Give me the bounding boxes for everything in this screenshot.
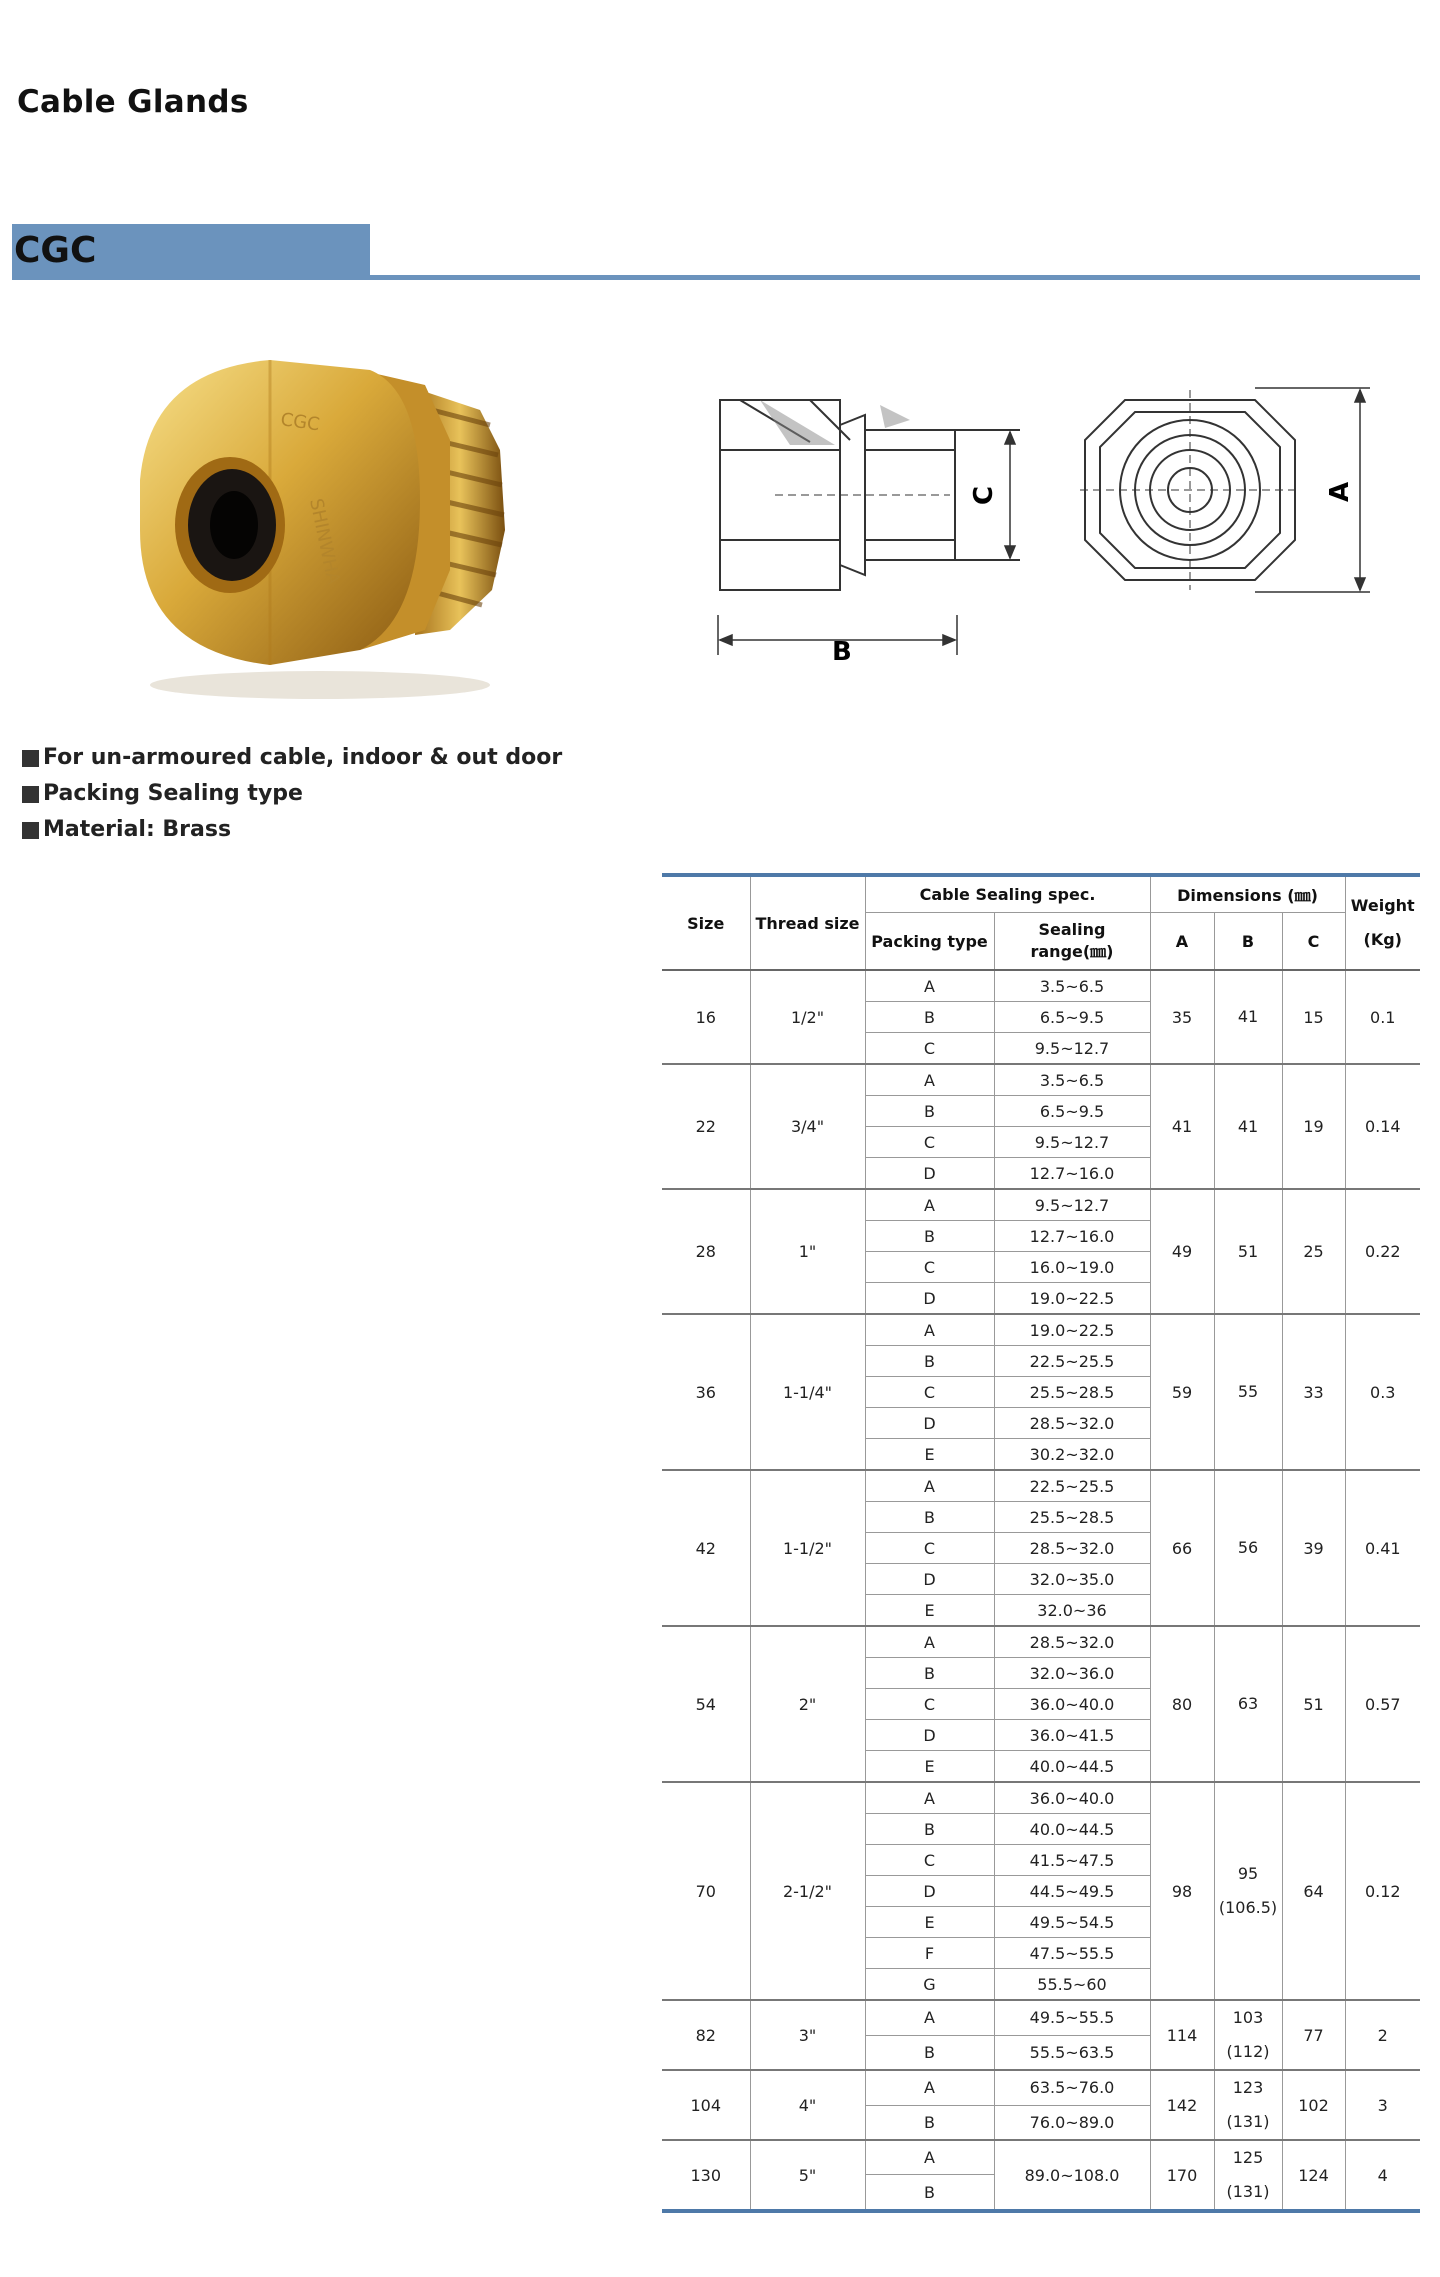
size-cell: 82 — [662, 2000, 750, 2070]
weight-cell: 3 — [1345, 2070, 1420, 2140]
page-title: Cable Glands — [17, 84, 249, 120]
sealing-range-cell: 76.0~89.0 — [994, 2105, 1150, 2140]
sealing-range-cell: 36.0~40.0 — [994, 1782, 1150, 1814]
header-weight-label: Weight — [1350, 896, 1415, 915]
dim-a-cell: 41 — [1150, 1064, 1214, 1189]
sealing-range-cell: 40.0~44.5 — [994, 1751, 1150, 1783]
feature-text: For un-armoured cable, indoor & out door — [43, 745, 563, 770]
header-sealing-range: Sealing range(㎜) — [994, 913, 1150, 971]
table-row — [662, 1314, 1420, 1346]
weight-cell: 2 — [1345, 2000, 1420, 2070]
packing-type-cell: B — [865, 2105, 994, 2140]
dim-b-cell — [1214, 2070, 1282, 2140]
feature-text: Material: Brass — [43, 817, 232, 842]
sealing-range-cell: 9.5~12.7 — [994, 1033, 1150, 1065]
weight-cell: 0.57 — [1345, 1626, 1420, 1782]
packing-type-cell: E — [865, 1751, 994, 1783]
sealing-range-cell: 3.5~6.5 — [994, 970, 1150, 1002]
table-row — [662, 1064, 1420, 1096]
sealing-range-cell: 6.5~9.5 — [994, 1096, 1150, 1127]
dim-b-value: 41 — [1237, 1007, 1259, 1026]
dim-b-value: 103 — [1232, 2008, 1264, 2027]
sealing-range-cell: 16.0~19.0 — [994, 1252, 1150, 1283]
table-row — [662, 2140, 1420, 2175]
dim-a-cell: 114 — [1150, 2000, 1214, 2070]
packing-type-cell: C — [865, 1845, 994, 1876]
thread-size-cell: 1-1/4" — [750, 1314, 865, 1470]
size-cell: 130 — [662, 2140, 750, 2211]
feature-list — [22, 740, 562, 848]
dim-b-value: 51 — [1237, 1241, 1259, 1261]
spec-table-body — [662, 970, 1420, 2211]
weight-cell: 0.22 — [1345, 1189, 1420, 1314]
dim-a-cell: 49 — [1150, 1189, 1214, 1314]
dim-b-cell — [1214, 1189, 1282, 1314]
dim-a-cell: 170 — [1150, 2140, 1214, 2211]
packing-type-cell: D — [865, 1720, 994, 1751]
sealing-range-cell: 12.7~16.0 — [994, 1221, 1150, 1252]
square-bullet-icon — [22, 822, 39, 839]
thread-size-cell: 1/2" — [750, 970, 865, 1064]
dim-b-cell — [1214, 2000, 1282, 2070]
thread-size-cell: 4" — [750, 2070, 865, 2140]
packing-type-cell: A — [865, 1189, 994, 1221]
header-size: Size — [662, 875, 750, 970]
weight-cell: 4 — [1345, 2140, 1420, 2211]
sealing-range-cell: 32.0~36 — [994, 1595, 1150, 1627]
packing-type-cell: A — [865, 1470, 994, 1502]
dim-c-cell: 102 — [1282, 2070, 1345, 2140]
table-row — [662, 1782, 1420, 1814]
dim-c-cell: 19 — [1282, 1064, 1345, 1189]
dimension-b-label: B — [832, 637, 852, 667]
feature-item — [22, 812, 562, 848]
size-cell: 104 — [662, 2070, 750, 2140]
size-cell: 28 — [662, 1189, 750, 1314]
dim-b-alt-value: (131) — [1226, 2182, 1270, 2201]
thread-size-cell: 2-1/2" — [750, 1782, 865, 2000]
packing-type-cell: B — [865, 2175, 994, 2211]
packing-type-cell: C — [865, 1127, 994, 1158]
section-underline — [12, 275, 1420, 280]
packing-type-cell: B — [865, 1221, 994, 1252]
packing-type-cell: D — [865, 1876, 994, 1907]
header-dim-b: B — [1214, 913, 1282, 971]
sealing-range-cell: 55.5~63.5 — [994, 2035, 1150, 2070]
packing-type-cell: B — [865, 1096, 994, 1127]
sealing-range-cell: 55.5~60 — [994, 1969, 1150, 2001]
packing-type-cell: A — [865, 2140, 994, 2175]
packing-type-cell: A — [865, 1782, 994, 1814]
side-view-drawing — [700, 370, 1040, 670]
packing-type-cell: D — [865, 1564, 994, 1595]
dim-b-alt-value: (106.5) — [1218, 1898, 1278, 1917]
square-bullet-icon — [22, 750, 39, 767]
size-cell: 22 — [662, 1064, 750, 1189]
dim-b-cell — [1214, 1782, 1282, 2000]
dim-a-cell: 59 — [1150, 1314, 1214, 1470]
packing-type-cell: C — [865, 1033, 994, 1065]
packing-type-cell: B — [865, 2035, 994, 2070]
sealing-range-cell: 9.5~12.7 — [994, 1127, 1150, 1158]
sealing-range-cell: 22.5~25.5 — [994, 1346, 1150, 1377]
weight-cell: 0.41 — [1345, 1470, 1420, 1626]
dim-b-value: 95 — [1237, 1864, 1259, 1883]
packing-type-cell: G — [865, 1969, 994, 2001]
dim-c-cell: 33 — [1282, 1314, 1345, 1470]
feature-text: Packing Sealing type — [43, 781, 303, 806]
packing-type-cell: C — [865, 1377, 994, 1408]
sealing-range-cell: 49.5~54.5 — [994, 1907, 1150, 1938]
sealing-range-cell: 28.5~32.0 — [994, 1533, 1150, 1564]
sealing-range-cell: 19.0~22.5 — [994, 1283, 1150, 1315]
dim-b-value: 63 — [1237, 1694, 1259, 1713]
sealing-range-cell: 22.5~25.5 — [994, 1470, 1150, 1502]
weight-cell: 0.12 — [1345, 1782, 1420, 2000]
packing-type-cell: B — [865, 1002, 994, 1033]
dim-b-alt-value: (112) — [1226, 2042, 1270, 2061]
dim-a-cell: 66 — [1150, 1470, 1214, 1626]
packing-type-cell: B — [865, 1658, 994, 1689]
sealing-range-cell: 25.5~28.5 — [994, 1502, 1150, 1533]
packing-type-cell: E — [865, 1907, 994, 1938]
dim-c-cell: 39 — [1282, 1470, 1345, 1626]
dim-c-cell: 124 — [1282, 2140, 1345, 2211]
dimension-a-label: A — [1325, 481, 1355, 502]
product-photo — [120, 330, 540, 710]
dim-b-value: 41 — [1237, 1116, 1259, 1136]
header-cable-sealing-spec: Cable Sealing spec. — [865, 875, 1150, 913]
header-dim-c: C — [1282, 913, 1345, 971]
weight-cell: 0.14 — [1345, 1064, 1420, 1189]
sealing-range-cell: 32.0~36.0 — [994, 1658, 1150, 1689]
dim-b-alt-value: (131) — [1226, 2112, 1270, 2131]
dim-b-cell — [1214, 2140, 1282, 2211]
size-cell: 16 — [662, 970, 750, 1064]
sealing-range-cell: 47.5~55.5 — [994, 1938, 1150, 1969]
dim-c-cell: 77 — [1282, 2000, 1345, 2070]
sealing-range-cell: 30.2~32.0 — [994, 1439, 1150, 1471]
packing-type-cell: D — [865, 1283, 994, 1315]
size-cell: 54 — [662, 1626, 750, 1782]
sealing-range-cell: 36.0~40.0 — [994, 1689, 1150, 1720]
table-row — [662, 970, 1420, 1002]
dim-b-cell — [1214, 970, 1282, 1064]
dim-b-cell — [1214, 1314, 1282, 1470]
dim-b-value: 123 — [1232, 2078, 1264, 2097]
sealing-range-cell: 28.5~32.0 — [994, 1408, 1150, 1439]
dim-c-cell: 64 — [1282, 1782, 1345, 2000]
packing-type-cell: A — [865, 1314, 994, 1346]
sealing-range-cell: 36.0~41.5 — [994, 1720, 1150, 1751]
sealing-range-cell: 19.0~22.5 — [994, 1314, 1150, 1346]
table-row — [662, 2070, 1420, 2105]
dim-b-value: 125 — [1232, 2148, 1264, 2167]
packing-type-cell: C — [865, 1252, 994, 1283]
packing-type-cell: E — [865, 1439, 994, 1471]
packing-type-cell: D — [865, 1408, 994, 1439]
header-dimensions: Dimensions (㎜) — [1150, 875, 1345, 913]
header-dim-a: A — [1150, 913, 1214, 971]
sealing-range-cell: 40.0~44.5 — [994, 1814, 1150, 1845]
sealing-range-cell: 3.5~6.5 — [994, 1064, 1150, 1096]
dim-a-cell: 98 — [1150, 1782, 1214, 2000]
spec-table — [662, 873, 1420, 2213]
dim-c-cell: 25 — [1282, 1189, 1345, 1314]
feature-item — [22, 740, 562, 776]
header-packing-type: Packing type — [865, 913, 994, 971]
sealing-range-cell: 12.7~16.0 — [994, 1158, 1150, 1190]
sealing-range-cell: 32.0~35.0 — [994, 1564, 1150, 1595]
sealing-range-cell: 63.5~76.0 — [994, 2070, 1150, 2105]
sealing-range-cell: 6.5~9.5 — [994, 1002, 1150, 1033]
size-cell: 70 — [662, 1782, 750, 2000]
weight-cell: 0.3 — [1345, 1314, 1420, 1470]
sealing-range-cell: 49.5~55.5 — [994, 2000, 1150, 2035]
sealing-range-cell: 9.5~12.7 — [994, 1189, 1150, 1221]
size-cell: 36 — [662, 1314, 750, 1470]
packing-type-cell: B — [865, 1502, 994, 1533]
dim-b-value: 55 — [1237, 1382, 1259, 1401]
dim-c-cell: 15 — [1282, 970, 1345, 1064]
header-weight — [1345, 875, 1420, 970]
packing-type-cell: C — [865, 1689, 994, 1720]
dim-b-cell — [1214, 1626, 1282, 1782]
sealing-range-cell: 41.5~47.5 — [994, 1845, 1150, 1876]
feature-item — [22, 776, 562, 812]
photo-marking: CGC — [279, 409, 321, 436]
photo-engraving: SHINWHA — [305, 496, 344, 587]
thread-size-cell: 1" — [750, 1189, 865, 1314]
weight-cell: 0.1 — [1345, 970, 1420, 1064]
header-thread-size: Thread size — [750, 875, 865, 970]
packing-type-cell: A — [865, 2000, 994, 2035]
sealing-range-cell: 28.5~32.0 — [994, 1626, 1150, 1658]
header-weight-unit: (Kg) — [1363, 930, 1402, 949]
thread-size-cell: 1-1/2" — [750, 1470, 865, 1626]
dimension-c-label: C — [969, 485, 999, 505]
thread-size-cell: 5" — [750, 2140, 865, 2211]
dim-b-cell — [1214, 1470, 1282, 1626]
thread-size-cell: 2" — [750, 1626, 865, 1782]
thread-size-cell: 3/4" — [750, 1064, 865, 1189]
packing-type-cell: A — [865, 1064, 994, 1096]
packing-type-cell: A — [865, 970, 994, 1002]
table-row — [662, 2000, 1420, 2035]
size-cell: 42 — [662, 1470, 750, 1626]
dim-b-cell — [1214, 1064, 1282, 1189]
front-view-drawing — [1080, 370, 1380, 610]
sealing-range-cell: 25.5~28.5 — [994, 1377, 1150, 1408]
section-name: CGC — [14, 230, 97, 271]
thread-size-cell: 3" — [750, 2000, 865, 2070]
packing-type-cell: B — [865, 1346, 994, 1377]
section-header — [12, 224, 1420, 280]
packing-type-cell: E — [865, 1595, 994, 1627]
sealing-range-cell: 44.5~49.5 — [994, 1876, 1150, 1907]
packing-type-cell: C — [865, 1533, 994, 1564]
dim-a-cell: 80 — [1150, 1626, 1214, 1782]
sealing-range-cell: 89.0~108.0 — [994, 2140, 1150, 2211]
packing-type-cell: B — [865, 1814, 994, 1845]
table-row — [662, 1470, 1420, 1502]
square-bullet-icon — [22, 786, 39, 803]
table-row — [662, 1189, 1420, 1221]
dim-a-cell: 35 — [1150, 970, 1214, 1064]
packing-type-cell: F — [865, 1938, 994, 1969]
packing-type-cell: A — [865, 1626, 994, 1658]
dim-a-cell: 142 — [1150, 2070, 1214, 2140]
packing-type-cell: D — [865, 1158, 994, 1190]
dim-b-value: 56 — [1237, 1538, 1259, 1557]
packing-type-cell: A — [865, 2070, 994, 2105]
dim-c-cell: 51 — [1282, 1626, 1345, 1782]
table-row — [662, 1626, 1420, 1658]
